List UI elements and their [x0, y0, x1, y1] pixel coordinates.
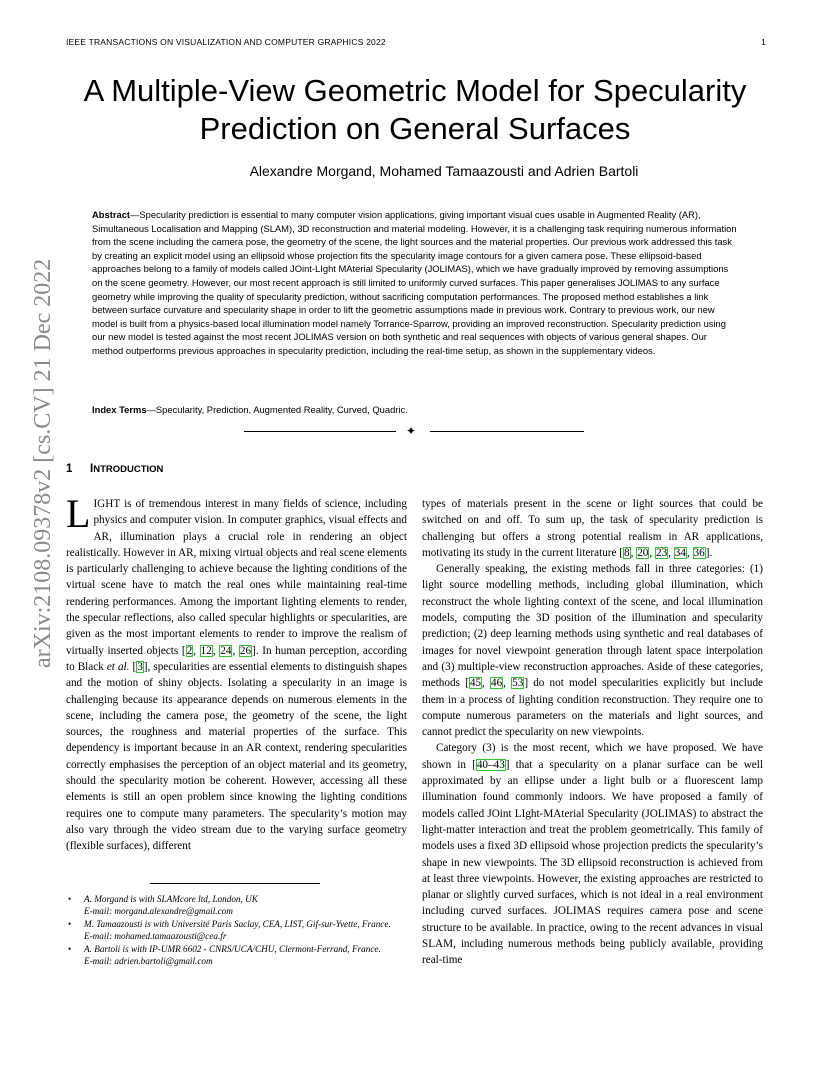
journal-name: IEEE TRANSACTIONS ON VISUALIZATION AND COMPUTER GRAPHICS 2022	[66, 37, 386, 47]
intro-paragraph-1: LIGHT is of tremendous interest in many fields of science, including physics and computer vision. In computer graphics, visual effects and AR, illumination plays a crucial role in rendering an object realistically. However in AR, mixing virtual objects and real scene elements is particularly challenging to achieve because the lighting conditions of the virtual scene have to match the real ones while maintaining real-time rendering performances. Among the important lighting elements to render, the specular reflections, also called specular highlights or specularities, are given as the most important elements to render to improve the realism of virtually inserted objects [2, 12, 24, 26]. In human perception, according to Black et al. [3], specularities are essential elements to distinguish shapes and the motion of shiny objects. Isolating a specularity in an image is challenging because its appearance depends on numerous elements in the scene, including the camera pose, the geometry of the scene, the light sources, the roughness and material properties of the surface. This dependency is important because in an AR context, rendering specularities correctly emphasises the perception of an object material and its geometry, should the specularity motion be coherent. However, accessing all these elements is still an open problem since knowing the lighting conditions requires one to compute many parameters. The specularity’s motion may also vary through the video stream due to the varying surface geometry (flexible surfaces), different	[66, 491, 408, 853]
footnote-item	[82, 943, 407, 968]
intro-paragraph-3	[422, 740, 763, 968]
section-heading-introduction	[66, 463, 163, 475]
paragraph-text: types of materials present in the scene or light sources that could be switched on and off. To sum up, the task of specularity prediction is challenging but offers a strong potential realism in AR applications, motivating its study in the current literature [	[422, 498, 763, 559]
section-number: 1	[66, 463, 73, 475]
paragraph-text: ]. In human perception, according to Black	[66, 644, 408, 673]
citation-link[interactable]: 40–43	[476, 758, 505, 771]
section-title-initial: I	[90, 463, 94, 475]
paragraph-text: Generally speaking, the existing methods fall in three categories: (1) light source modelling methods, including global illumination, which reconstruct the whole lighting context of the scene, and local illumination models, computing the 3D position of the illumination and specularity prediction; (2) deep learning methods using synthetic and real databases of images for novel viewpoint generation through latent space interpolation and (3) multiple-view reconstruction approaches. Aside of these categories, methods [	[422, 563, 763, 690]
drop-cap: L	[66, 491, 91, 536]
footnote-item	[82, 918, 407, 943]
title-line-1: A Multiple-View Geometric Model for Specularity	[83, 73, 747, 108]
paragraph-text: ], specularities are essential elements to distinguish shapes and the motion of shiny objects. Isolating a specularity in an image is challenging because its appearance depends on numerous elements in the scene, including the camera pose, the geometry of the scene, the light sources, the roughness and material properties of the surface. This dependency is important because in an AR context, rendering specularities correctly emphasises the perception of an object material and its geometry, should the specularity motion be coherent. However, accessing all these elements is still an open problem since knowing the lighting conditions requires one to compute many parameters. The specularity’s motion may also vary through the video stream due to the varying surface geometry (flexible surfaces), different	[66, 660, 407, 853]
paragraph-text: is of tremendous interest in many fields of science, including physics and computer vision. In computer graphics, visual effects and AR, illumination plays a crucial role in rendering an object realistically. However in AR, mixing virtual objects and real scene elements is particularly challenging to achieve because the lighting conditions of the virtual scene have to match the real ones while maintaining real-time rendering performances. Among the important lighting elements to render, the specular reflections, also called specular highlights or specularities, are given as the most important elements to render to improve the realism of virtually inserted objects [	[66, 498, 407, 657]
abstract-text: —Specularity prediction is essential to many computer vision applications, giving important visual cues usable in Augmented Reality (AR), Simultaneous Localisation and Mapping (SLAM), 3D reconstruction and material modeling. However, it is a challenging task requiring numerous information from the scene including the camera pose, the geometry of the scene, the light sources and the material properties. Our previous work addressed this task by creating an explicit model using an ellipsoid whose projection fits the specularity image contours for a given camera pose. These ellipsoid-based approaches belong to a family of models called JOint-LIght MAterial Specularity (JOLIMAS), which we have gradually improved by removing assumptions on the scene geometry. However, our most recent approach is still limited to uniformly curved surfaces. This paper generalises JOLIMAS to any surface geometry while improving the quality of specularity prediction, without sacrificing computation performances. The proposed method establishes a link between surface curvature and specularity shape in order to lift the geometric assumptions made in previous work. Contrary to previous work, our new model is built from a physics-based local illumination model namely Torrance-Sparrow, providing an improved reconstruction. Specularity prediction using our new model is tested against the most recent JOLIMAS version on both synthetic and real sequences with objects of various general shapes. Our method outperforms previous approaches in specularity prediction, including the real-time setup, as shown in the supplementary videos.	[92, 209, 737, 356]
paragraph-text: ] that a specularity on a planar surface can be well approximated by an ellipse under a light bulb or a fluorescent lamp illumination found commonly indoors. We have proposed a family of models called JOint LIght-MAterial Specularity (JOLIMAS) to abstract the light-matter interaction and treat the problem geometrically. This family of models uses a fixed 3D ellipsoid whose projection predicts the specularity’s shape in new viewpoints. The 3D ellipsoid reconstruction is achieved from at least three viewpoints. However, the existing approaches are restricted to planar or slightly curved surfaces, which is not ideal in a real environment including curved surfaces. JOLIMAS requires camera pose and scene structure to be available. In practice, owing to the recent advances in visual SLAM, including numerous methods being publicly available, providing real-time	[422, 758, 763, 967]
body-column-left	[66, 491, 408, 855]
footnote-affiliation: • A. Morgand is with SLAMcore ltd, London, UK	[84, 894, 258, 904]
citation-link[interactable]: 36	[693, 546, 705, 559]
citation-link[interactable]: 12	[200, 644, 212, 657]
intro-paragraph-2: Generally speaking, the existing methods fall in three categories: (1) light source modelling methods, including global illumination, which reconstruct the whole lighting context of the scene, and local illumination models, computing the 3D position of the illumination and specularity prediction; (2) deep learning methods using synthetic and real databases of images for novel viewpoint generation through latent space interpolation and (3) multiple-view reconstruction approaches. Aside of these categories, methods [45, 46, 53] do not model specularities explicitly but include them in a process of lighting condition reconstruction. They require one to compute numerous parameters on the materials and light sources, and cannot predict the specularity on new viewpoints.	[422, 563, 764, 739]
arxiv-identifier-stamp: arXiv:2108.09378v2 [cs.CV] 21 Dec 2022	[30, 258, 56, 668]
footnote-affiliation: • M. Tamaazousti is with Université Paris Saclay, CEA, LIST, Gif-sur-Yvette, France.	[84, 918, 391, 929]
page-number: 1	[761, 37, 766, 47]
author-list: Alexandre Morgand, Mohamed Tamaazousti and Adrien Bartoli	[249, 163, 639, 179]
citation-link[interactable]: 20	[637, 546, 649, 559]
citation-link[interactable]: 8	[624, 546, 630, 559]
citation-link[interactable]: 2	[186, 644, 193, 657]
paragraph-text: Category (3) is the most recent, which we have proposed. We have shown in [	[422, 742, 763, 771]
title-line-2: Prediction on General Surfaces	[199, 111, 631, 146]
abstract-label: Abstract	[92, 209, 131, 220]
citation-link[interactable]: 26	[239, 644, 252, 657]
citation-link[interactable]: 34	[674, 546, 686, 559]
divider-star-icon: ✦	[406, 424, 417, 438]
citation-link[interactable]: 45	[469, 677, 481, 690]
paragraph-text: ] do not model specularities explicitly but include them in a process of lighting condition reconstruction. They require one to compute numerous parameters on the materials and light sources, and cannot predict the specularity on new viewpoints.	[422, 677, 764, 739]
citation-link[interactable]: 23	[655, 546, 668, 559]
et-al: et al.	[106, 660, 130, 673]
running-header	[66, 37, 766, 47]
footnote-rule	[150, 883, 320, 884]
citation-link[interactable]: 53	[512, 677, 524, 690]
citation-link[interactable]: 46	[490, 677, 503, 690]
divider-rule-left	[244, 431, 396, 432]
index-terms-text: —Specularity, Prediction, Augmented Reality, Curved, Quadric.	[146, 404, 408, 415]
citation-link[interactable]: 24	[220, 644, 232, 657]
body-column-right	[422, 496, 763, 969]
index-terms-label: Index Terms	[92, 404, 147, 415]
footnote-email: E-mail: adrien.bartoli@gmail.com	[84, 956, 213, 967]
paper-title	[60, 72, 770, 148]
footnote-email: E-mail: morgand.alexandre@gmail.com	[84, 906, 233, 917]
footnote-item	[82, 893, 407, 918]
intro-paragraph-1-cont: types of materials present in the scene or light sources that could be switched on and off. To sum up, the task of specularity prediction is challenging but offers a strong potential realism in AR applications, motivating its study in the current literature [8, 20, 23, 34, 36].	[422, 498, 763, 559]
author-footnotes	[66, 893, 407, 967]
index-terms	[92, 404, 738, 415]
citation-link[interactable]: 3	[137, 660, 143, 673]
lead-in-smallcaps: IGHT	[93, 498, 121, 510]
footnote-affiliation: • A. Bartoli is with IP-UMR 6602 - CNRS/UCA/CHU, Clermont-Ferrand, France.	[84, 943, 381, 954]
footnote-email: E-mail: mohamed.tamaazousti@cea.fr	[84, 931, 227, 942]
divider-rule-right	[430, 431, 584, 432]
section-title-rest: NTRODUCTION	[93, 464, 164, 475]
abstract	[92, 208, 738, 358]
section-divider	[244, 424, 584, 440]
